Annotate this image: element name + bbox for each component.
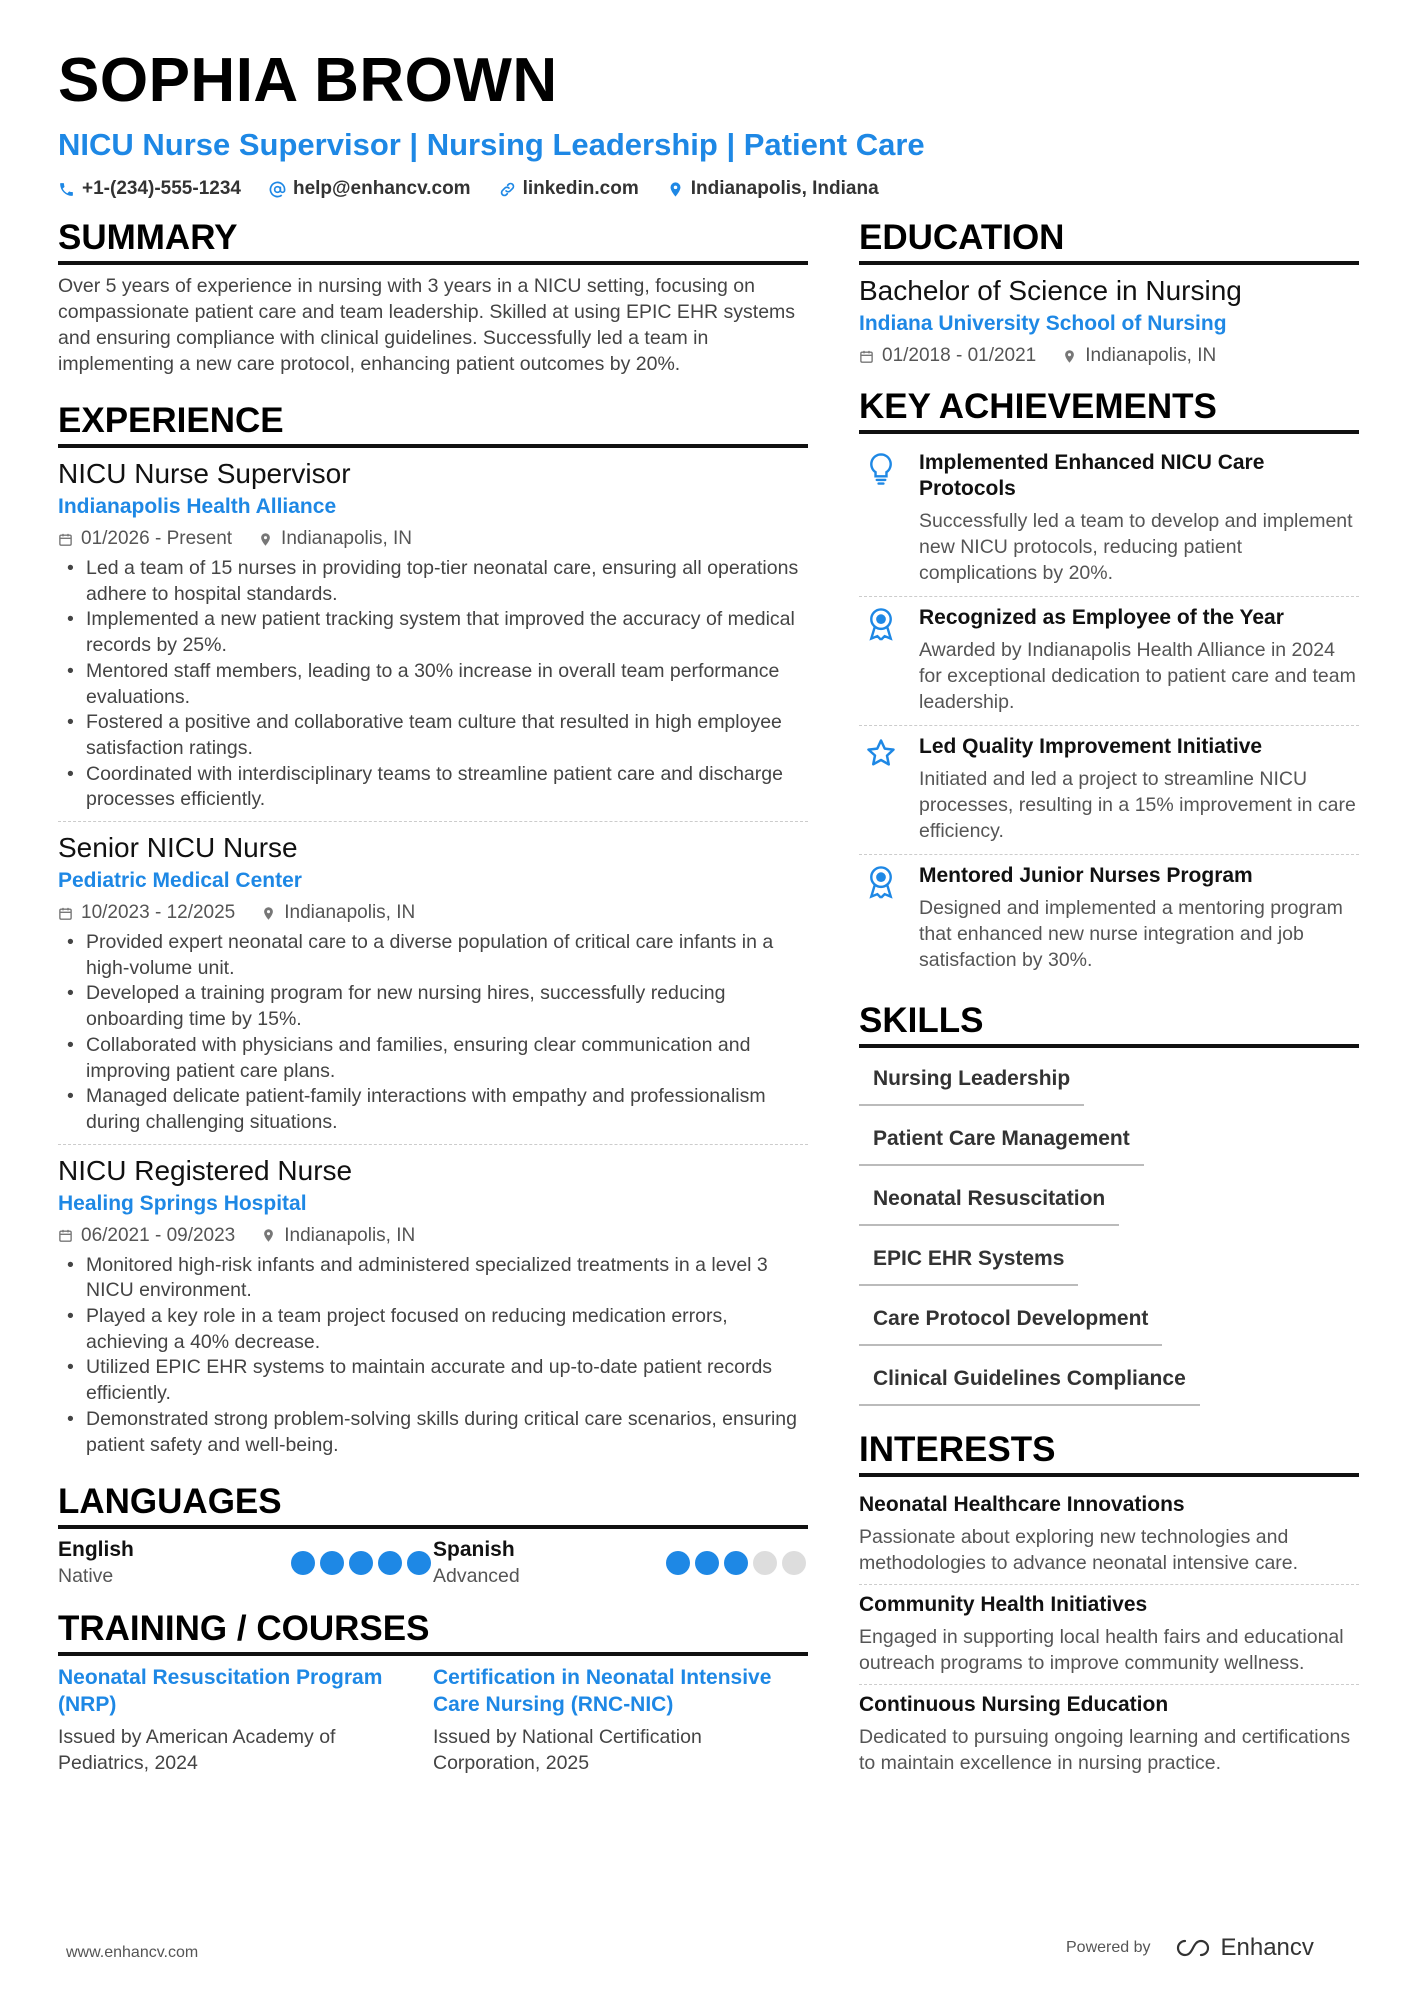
link-icon — [499, 181, 516, 198]
education-dates-text: 01/2018 - 01/2021 — [882, 345, 1037, 366]
job-meta — [58, 1223, 808, 1249]
job-bullet: • Developed a training program for new nursing hires, successfully reducing onboarding time by 15%. — [58, 981, 808, 1032]
job-location — [261, 1223, 415, 1249]
right-column — [859, 218, 1359, 1784]
course-title: Neonatal Resuscitation Program (NRP) — [58, 1666, 383, 1717]
award-ribbon-icon — [866, 607, 896, 641]
location-pin-icon — [258, 532, 273, 547]
experience-heading: EXPERIENCE — [58, 401, 808, 448]
language-rating — [291, 1551, 431, 1575]
job-bullet: • Fostered a positive and collaborative team culture that resulted in high employee satisfaction ratings. — [58, 710, 808, 761]
brand-name: Enhancv — [1220, 1934, 1314, 1961]
language-item — [433, 1537, 808, 1589]
education-heading: EDUCATION — [859, 218, 1359, 265]
interest-desc: Dedicated to pursuing ongoing learning and certifications to maintain excellence in nursing practice. — [859, 1726, 1351, 1774]
skill-tag: EPIC EHR Systems — [859, 1236, 1078, 1286]
calendar-icon — [859, 349, 874, 364]
job-title: NICU Nurse Supervisor — [58, 458, 351, 489]
education-school: Indiana University School of Nursing — [859, 312, 1227, 335]
location-pin-icon — [261, 1228, 276, 1243]
education-dates — [859, 343, 1036, 369]
interest-title: Neonatal Healthcare Innovations — [859, 1493, 1185, 1516]
calendar-icon — [58, 532, 73, 547]
language-level: Native — [58, 1565, 114, 1588]
calendar-icon — [58, 906, 73, 921]
summary-heading: SUMMARY — [58, 218, 808, 265]
job-location-text: Indianapolis, IN — [284, 1224, 416, 1246]
left-column — [58, 218, 808, 1776]
job-dates — [58, 526, 232, 552]
job-dates-text: 06/2021 - 09/2023 — [81, 1224, 236, 1246]
job-dates — [58, 1223, 235, 1249]
job-location — [261, 900, 415, 926]
job-bullet: • Coordinated with interdisciplinary teams to streamline patient care and discharge processes efficiently. — [58, 762, 808, 813]
interest-item — [859, 1684, 1359, 1784]
job-bullet: • Collaborated with physicians and families, ensuring clear communication and improving patient care plans. — [58, 1033, 808, 1084]
interest-title: Community Health Initiatives — [859, 1593, 1148, 1616]
language-item — [58, 1537, 433, 1589]
skill-tag: Patient Care Management — [859, 1116, 1144, 1166]
achievement-desc: Designed and implemented a mentoring program that enhanced new nurse integration and job satisfaction by 30%. — [919, 897, 1343, 971]
experience-section — [58, 401, 808, 1466]
location-pin-icon — [667, 181, 684, 198]
linkedin-text: linkedin.com — [522, 178, 639, 199]
powered-by-text: Powered by — [1066, 1939, 1151, 1956]
interest-item — [859, 1485, 1359, 1584]
job-bullet: • Managed delicate patient-family interactions with empathy and professionalism during challenging situations. — [58, 1084, 808, 1135]
achievement-title: Recognized as Employee of the Year — [919, 606, 1284, 629]
job-bullet: • Led a team of 15 nurses in providing top-tier neonatal care, ensuring all operations adhere to hospital standards. — [58, 556, 808, 607]
education-degree: Bachelor of Science in Nursing — [859, 275, 1242, 306]
achievement-title: Mentored Junior Nurses Program — [919, 864, 1253, 887]
languages-heading: LANGUAGES — [58, 1482, 808, 1529]
interest-desc: Engaged in supporting local health fairs and educational outreach programs to improve community wellness. — [859, 1626, 1344, 1674]
job-bullet: • Utilized EPIC EHR systems to maintain accurate and up-to-date patient records efficiently. — [58, 1355, 808, 1406]
achievements-section — [859, 387, 1359, 983]
language-level: Advanced — [433, 1565, 520, 1588]
job-bullet: • Demonstrated strong problem-solving skills during critical care scenarios, ensuring patient safety and well-being. — [58, 1407, 808, 1458]
job-bullet: • Mentored staff members, leading to a 30% increase in overall team performance evaluations. — [58, 659, 808, 710]
achievement-desc: Initiated and led a project to streamline NICU processes, resulting in a 15% improvement in care efficiency. — [919, 768, 1356, 842]
star-icon — [866, 736, 896, 770]
achievements-heading: KEY ACHIEVEMENTS — [859, 387, 1359, 434]
course-item — [58, 1664, 433, 1776]
training-section — [58, 1609, 808, 1776]
job-title: Senior NICU Nurse — [58, 832, 298, 864]
course-desc: Issued by American Academy of Pediatrics, 2024 — [58, 1726, 336, 1775]
language-rating — [666, 1551, 806, 1575]
job-dates-text: 10/2023 - 12/2025 — [81, 902, 236, 924]
rating-dot-filled — [320, 1551, 344, 1575]
job-entry — [58, 1144, 808, 1467]
job-bullet: • Played a key role in a team project focused on reducing medication errors, achieving a 40% decrease. — [58, 1304, 808, 1355]
calendar-icon — [58, 1228, 73, 1243]
job-entry — [58, 821, 808, 1144]
skill-tag: Neonatal Resuscitation — [859, 1176, 1119, 1226]
achievement-item — [859, 442, 1359, 596]
skills-section — [859, 1001, 1359, 1416]
languages-list — [58, 1537, 808, 1589]
achievement-title: Implemented Enhanced NICU Care Protocols — [919, 451, 1265, 500]
job-bullets — [58, 930, 808, 1136]
job-dates — [58, 900, 235, 926]
contact-bar — [58, 178, 1358, 200]
summary-section — [58, 218, 808, 377]
skill-tag: Care Protocol Development — [859, 1296, 1162, 1346]
rating-dot-filled — [407, 1551, 431, 1575]
skills-heading: SKILLS — [859, 1001, 1359, 1048]
phone-text: +1-(234)-555-1234 — [82, 178, 241, 199]
at-icon — [269, 181, 286, 198]
job-bullet: • Provided expert neonatal care to a diverse population of critical care infants in a high-volume unit. — [58, 930, 808, 981]
interest-title: Continuous Nursing Education — [859, 1693, 1169, 1716]
resume-header — [58, 44, 1358, 200]
course-item — [433, 1664, 808, 1776]
job-company: Indianapolis Health Alliance — [58, 495, 337, 518]
education-meta — [859, 343, 1359, 369]
interest-item — [859, 1584, 1359, 1684]
job-dates-text: 01/2026 - Present — [81, 528, 233, 549]
course-title: Certification in Neonatal Intensive Care Nursing (RNC-NIC) — [433, 1666, 772, 1717]
achievement-desc: Awarded by Indianapolis Health Alliance in 2024 for exceptional dedication to patient care and team leadership. — [919, 639, 1356, 713]
rating-dot-filled — [695, 1551, 719, 1575]
job-entry — [58, 456, 808, 821]
job-title: NICU Registered Nurse — [58, 1154, 353, 1186]
job-meta — [58, 900, 808, 926]
job-location — [258, 526, 412, 552]
job-bullet: • Monitored high-risk infants and administered specialized treatments in a level 3 NICU environment. — [58, 1253, 808, 1304]
skill-tag: Clinical Guidelines Compliance — [859, 1356, 1200, 1406]
footer-brand — [1066, 1934, 1314, 1962]
education-location — [1062, 343, 1216, 369]
job-location-text: Indianapolis, IN — [284, 902, 416, 924]
skills-list — [859, 1056, 1359, 1416]
achievement-desc: Successfully led a team to develop and implement new NICU protocols, reducing patient complications by 20%. — [919, 510, 1353, 584]
languages-section — [58, 1482, 808, 1589]
interest-desc: Passionate about exploring new technologies and methodologies to advance neonatal intensive care. — [859, 1526, 1299, 1574]
location-pin-icon — [1062, 349, 1077, 364]
rating-dot-filled — [378, 1551, 402, 1575]
course-desc: Issued by National Certification Corporation, 2025 — [433, 1726, 702, 1775]
rating-dot-filled — [291, 1551, 315, 1575]
job-bullet: • Implemented a new patient tracking system that improved the accuracy of medical records by 25%. — [58, 607, 808, 658]
achievement-item — [859, 596, 1359, 725]
language-name: English — [58, 1538, 134, 1562]
rating-dot-filled — [666, 1551, 690, 1575]
rating-dot-empty — [782, 1551, 806, 1575]
job-location-text: Indianapolis, IN — [281, 528, 413, 549]
award-ribbon-icon — [866, 865, 896, 899]
job-bullets — [58, 1253, 808, 1459]
contact-location — [667, 178, 879, 200]
contact-linkedin[interactable] — [499, 178, 639, 200]
location-pin-icon — [261, 906, 276, 921]
candidate-name: SOPHIA BROWN — [58, 46, 558, 115]
job-company: Healing Springs Hospital — [58, 1191, 307, 1215]
email-text: help@enhancv.com — [292, 178, 471, 199]
contact-email[interactable] — [269, 178, 471, 200]
rating-dot-filled — [724, 1551, 748, 1575]
training-heading: TRAINING / COURSES — [58, 1609, 808, 1656]
achievement-title: Led Quality Improvement Initiative — [919, 735, 1263, 758]
skill-tag: Nursing Leadership — [859, 1056, 1084, 1106]
achievement-item — [859, 854, 1359, 983]
achievement-item — [859, 725, 1359, 854]
contact-phone[interactable] — [58, 178, 241, 200]
language-name: Spanish — [433, 1538, 515, 1562]
interests-section — [859, 1430, 1359, 1784]
brand-logo[interactable] — [1173, 1934, 1314, 1962]
phone-icon — [58, 181, 75, 198]
job-bullets — [58, 556, 808, 813]
summary-text: Over 5 years of experience in nursing with 3 years in a NICU setting, focusing on compassionate patient care and team leadership. Skilled at using EPIC EHR systems and ensuring compliance with clinical guidelines. Successfully led a team in implementing a new care protocol, enhancing patient outcomes by 20%. — [58, 275, 796, 375]
job-company: Pediatric Medical Center — [58, 869, 302, 893]
candidate-headline: NICU Nurse Supervisor | Nursing Leadership | Patient Care — [58, 127, 925, 162]
lightbulb-icon — [866, 452, 896, 486]
education-section — [859, 218, 1359, 369]
location-text: Indianapolis, Indiana — [690, 178, 879, 199]
courses-list — [58, 1664, 808, 1776]
interests-heading: INTERESTS — [859, 1430, 1359, 1477]
enhancv-logo-icon — [1173, 1937, 1213, 1959]
footer-url[interactable]: www.enhancv.com — [66, 1944, 199, 1961]
rating-dot-filled — [349, 1551, 373, 1575]
rating-dot-empty — [753, 1551, 777, 1575]
job-meta — [58, 526, 808, 552]
education-location-text: Indianapolis, IN — [1085, 345, 1217, 366]
